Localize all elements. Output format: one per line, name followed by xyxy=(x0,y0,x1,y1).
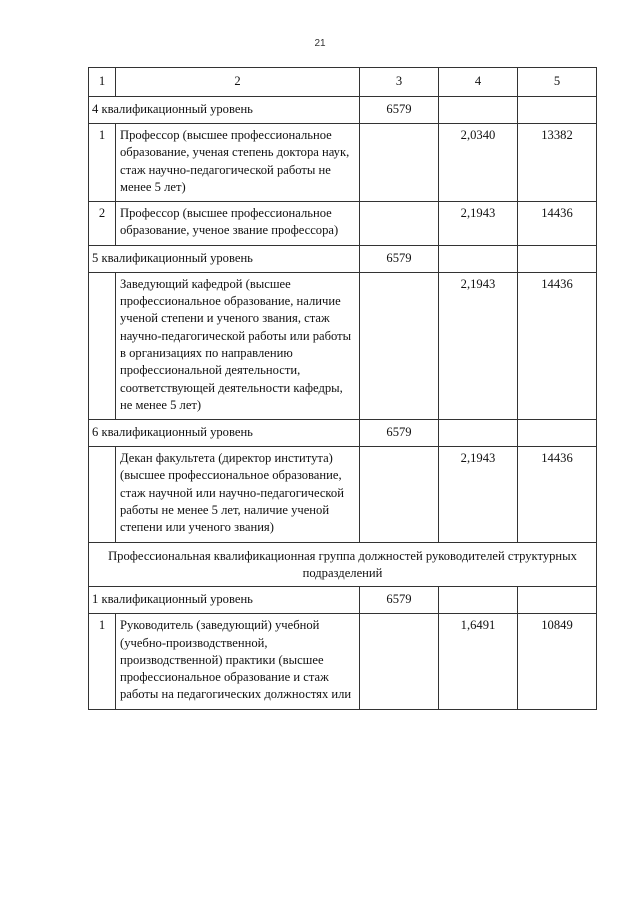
level-salary: 6579 xyxy=(360,245,439,272)
level-row xyxy=(89,245,597,272)
row-number xyxy=(89,447,116,542)
empty-cell xyxy=(360,124,439,202)
level-label: 1 квалификационный уровень xyxy=(89,587,360,614)
empty-cell xyxy=(439,420,518,447)
level-row xyxy=(89,97,597,124)
empty-cell xyxy=(518,420,597,447)
position-name: Профессор (высшее профессиональное образование, ученая степень доктора наук, стаж научно-педагогической работы не менее 5 лет) xyxy=(116,124,360,202)
row-number: 1 xyxy=(89,124,116,202)
salary-table xyxy=(88,67,597,710)
position-name: Заведующий кафедрой (высшее профессиональное образование, наличие ученой степени и ученого звания, стаж научно-педагогической работы или работы в организациях по направлению профессиональной деятельности, соответствующей деятельности кафедры, не менее 5 лет) xyxy=(116,272,360,419)
empty-cell xyxy=(439,587,518,614)
level-label: 5 квалификационный уровень xyxy=(89,245,360,272)
level-salary: 6579 xyxy=(360,420,439,447)
position-name: Декан факультета (директор института) (высшее профессиональное образование, стаж научной или научно-педагогической работы не менее 5 лет, наличие ученой степени или ученого звания) xyxy=(116,447,360,542)
level-label: 4 квалификационный уровень xyxy=(89,97,360,124)
coefficient: 2,0340 xyxy=(439,124,518,202)
coefficient: 2,1943 xyxy=(439,447,518,542)
row-number: 2 xyxy=(89,202,116,246)
header-cell: 4 xyxy=(439,68,518,97)
amount: 13382 xyxy=(518,124,597,202)
level-salary: 6579 xyxy=(360,97,439,124)
level-salary: 6579 xyxy=(360,587,439,614)
amount: 14436 xyxy=(518,447,597,542)
group-row xyxy=(89,542,597,587)
page-number: 21 xyxy=(314,38,326,49)
empty-cell xyxy=(360,272,439,419)
level-label: 6 квалификационный уровень xyxy=(89,420,360,447)
header-cell: 2 xyxy=(116,68,360,97)
position-name: Руководитель (заведующий) учебной (учебно-производственной, производственной) практики (высшее профессиональное образование и стаж работы на педагогических должностях или xyxy=(116,614,360,709)
table-row xyxy=(89,202,597,246)
position-name: Профессор (высшее профессиональное образование, ученое звание профессора) xyxy=(116,202,360,246)
amount: 10849 xyxy=(518,614,597,709)
row-number: 1 xyxy=(89,614,116,709)
empty-cell xyxy=(439,245,518,272)
table-row xyxy=(89,124,597,202)
header-cell: 3 xyxy=(360,68,439,97)
empty-cell xyxy=(360,614,439,709)
amount: 14436 xyxy=(518,202,597,246)
coefficient: 2,1943 xyxy=(439,202,518,246)
header-cell: 1 xyxy=(89,68,116,97)
table-row xyxy=(89,272,597,419)
empty-cell xyxy=(518,587,597,614)
empty-cell xyxy=(439,97,518,124)
empty-cell xyxy=(518,245,597,272)
amount: 14436 xyxy=(518,272,597,419)
coefficient: 2,1943 xyxy=(439,272,518,419)
empty-cell xyxy=(518,97,597,124)
coefficient: 1,6491 xyxy=(439,614,518,709)
level-row xyxy=(89,587,597,614)
header-cell: 5 xyxy=(518,68,597,97)
empty-cell xyxy=(360,202,439,246)
table-row xyxy=(89,614,597,709)
empty-cell xyxy=(360,447,439,542)
group-heading: Профессиональная квалификационная группа должностей руководителей структурных подразделений xyxy=(89,542,597,587)
table-header-row xyxy=(89,68,597,97)
level-row xyxy=(89,420,597,447)
row-number xyxy=(89,272,116,419)
table-row xyxy=(89,447,597,542)
